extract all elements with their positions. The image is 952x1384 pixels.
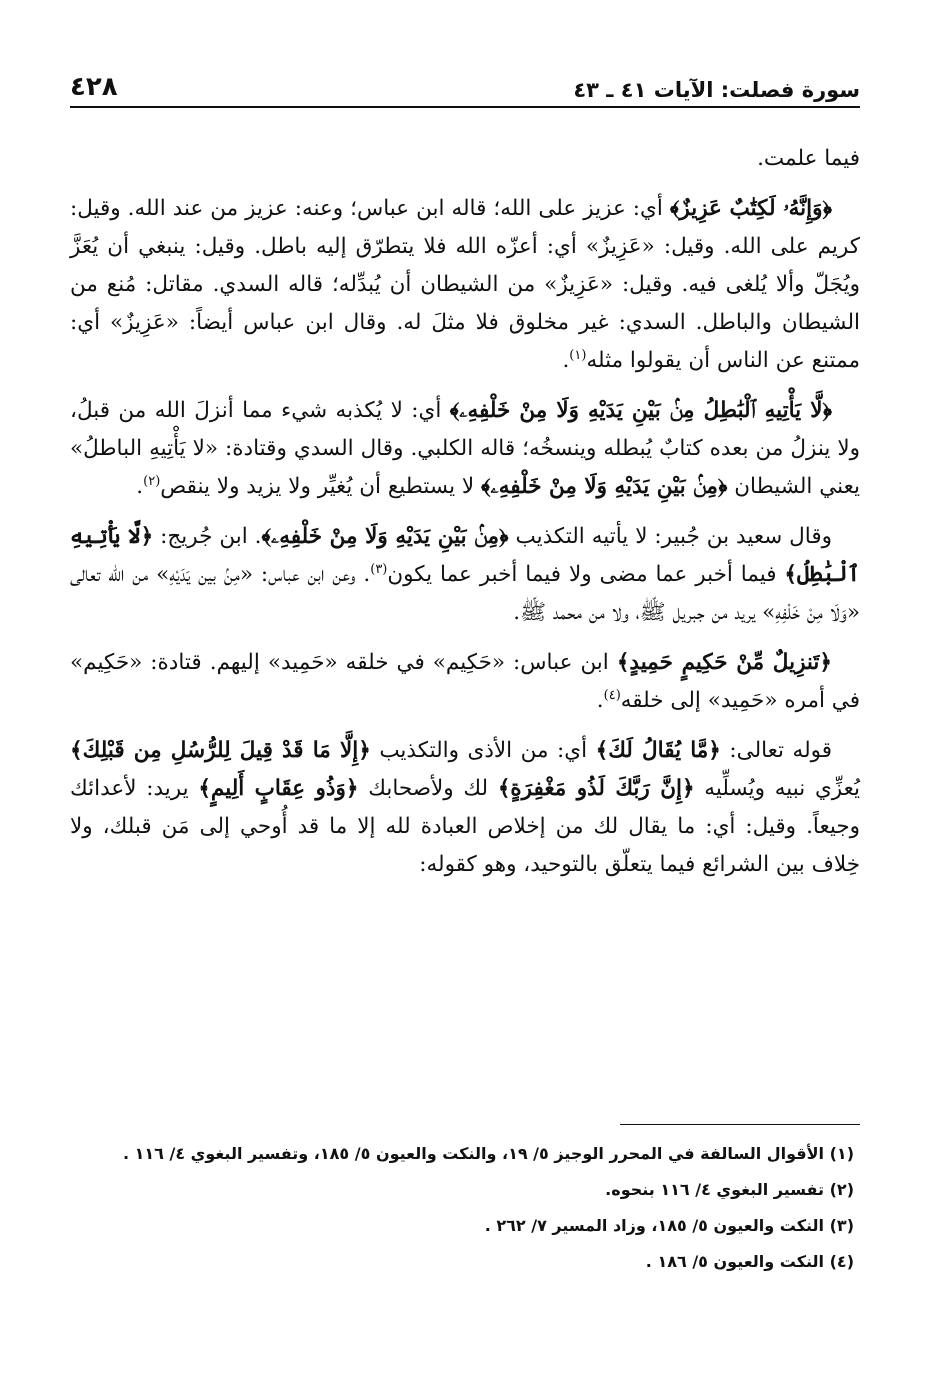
paragraph bbox=[70, 732, 860, 884]
footnote-divider bbox=[620, 1124, 860, 1125]
paragraph bbox=[70, 140, 860, 178]
paragraph bbox=[70, 392, 860, 506]
text: فيما أخبر عما مضى ولا فيما أخبر عما يكون bbox=[387, 562, 785, 587]
paragraph bbox=[70, 190, 860, 380]
page-number: ٤٢٨ bbox=[70, 72, 118, 102]
footnote-ref: (٢) bbox=[143, 473, 161, 489]
quran-quote: ﴿لَّا يَأْتِيهِ ٱلْبَٰطِلُ﴾ bbox=[70, 524, 861, 587]
text: . وعن ابن عباس: «مِنۢ بين يَدَيْهِ» من الله تعالى «وَلَا مِنْ خَلْفِهِ» يريد من جبريل ﷺ، ولا من محمد ﷺ. bbox=[70, 562, 860, 625]
text: يُعزِّي نبيه ويُسلِّيه bbox=[694, 776, 861, 801]
page-header bbox=[70, 62, 860, 108]
text: يريد: لأعدائك وجيعاً. وقيل: أي: ما يقال لك من إخلاص العبادة لله إلا ما قد أُوحي إلى مَن قبلك، ولا خِلاف بين الشرائع فيما يتعلّق بالتوحيد، وهو كقوله: bbox=[70, 776, 860, 877]
text: لك ولأصحابك bbox=[358, 776, 498, 801]
main-text bbox=[70, 140, 860, 896]
footnote: (٣) النكت والعيون ٥/ ١٨٥، وزاد المسير ٧/ ٢٦٢ . bbox=[484, 1216, 854, 1235]
quran-quote: ﴿لَّا يَأْتِيهِ ٱلْبَٰطِلُ مِنۢ بَيْنِ يَدَيْهِ وَلَا مِنْ خَلْفِهِۦ﴾ bbox=[449, 398, 832, 423]
quran-quote: ﴿مِنۢ بَيْنِ يَدَيْهِ وَلَا مِنْ خَلْفِهِۦ﴾ bbox=[261, 524, 509, 549]
footnote: (٤) النكت والعيون ٥/ ١٨٦ . bbox=[645, 1252, 854, 1271]
text: ابن عباس: «حَكِيم» في خلقه «حَمِيد» إليهم. قتادة: «حَكِيم» في أمره «حَمِيد» إلى خلقه bbox=[70, 650, 860, 713]
text: أي: من الأذى والتكذيب bbox=[370, 738, 596, 763]
footnote: (٢) تفسير البغوي ٤/ ١١٦ بنحوه. bbox=[605, 1180, 854, 1199]
text: . bbox=[136, 474, 144, 499]
text: . bbox=[596, 688, 604, 713]
footnote-ref: (١) bbox=[569, 347, 587, 363]
paragraph bbox=[70, 644, 860, 720]
text: فيما علمت. bbox=[757, 146, 860, 171]
text: قوله تعالى: bbox=[720, 738, 832, 763]
text: أي: لا يُكذبه شيء مما أنزلَ الله من قبلُ، ولا ينزلُ من بعده كتابٌ يُبطله وينسخُه؛ قاله الكلبي. وقال السدي وقتادة: «لا يَأْتِيهِ الباطلُ» يعني الشيطان bbox=[70, 398, 860, 499]
quran-quote: ﴿وَإِنَّهُۥ لَكِتَٰبٌ عَزِيزٌ﴾ bbox=[669, 196, 832, 221]
text: لا يستطيع أن يُغيِّر ولا يزيد ولا ينقص bbox=[160, 474, 481, 499]
running-title: سورة فصلت: الآيات ٤١ ـ ٤٣ bbox=[573, 78, 860, 102]
text: وقال سعيد بن جُبير: لا يأتيه التكذيب bbox=[508, 524, 832, 549]
text: أي: عزيز على الله؛ قاله ابن عباس؛ وعنه: عزيز من عند الله. وقيل: كريم على الله. وقيل: «عَزِيزٌ» أي: أعزّه الله فلا يتطرّق إليه باطل. وقيل: ينبغي أن يُعَزَّ ويُجَلّ وألا يُلغى فيه. وقيل: «عَزِيزٌ» من الشيطان أن يُبدِّله؛ قاله السدي. مقاتل: مُنع من الشيطان والباطل. السدي: غير مخلوق فلا مثلَ له. وقال ابن عباس أيضاً: «عَزِيزٌ» أي: ممتنع عن الناس أن يقولوا مثله bbox=[70, 196, 860, 373]
quran-quote: ﴿إِلَّا مَا قَدْ قِيلَ لِلرُّسُلِ مِن قَبْلِكَ﴾ bbox=[70, 738, 371, 763]
text: . bbox=[562, 348, 570, 373]
quran-quote: ﴿وَذُو عِقَابٍ أَلِيمٍ﴾ bbox=[198, 776, 359, 801]
footnotes bbox=[70, 1140, 854, 1284]
paragraph bbox=[70, 518, 860, 632]
footnote-ref: (٤) bbox=[603, 687, 621, 703]
footnote: (١) الأقوال السالفة في المحرر الوجيز ٥/ ١٩، والنكت والعيون ٥/ ١٨٥، وتفسير البغوي ٤/ ١١٦ . bbox=[122, 1144, 854, 1163]
quran-quote: ﴿إِنَّ رَبَّكَ لَذُو مَغْفِرَةٍ﴾ bbox=[497, 776, 695, 801]
text: . ابن جُريج: bbox=[153, 524, 262, 549]
quran-quote: ﴿مِنۢ بَيْنِ يَدَيْهِ وَلَا مِنْ خَلْفِهِۦ﴾ bbox=[481, 474, 728, 499]
quran-quote: ﴿تَنزِيلٌ مِّنْ حَكِيمٍ حَمِيدٍ﴾ bbox=[616, 650, 833, 675]
quran-quote: ﴿مَّا يُقَالُ لَكَ﴾ bbox=[595, 738, 721, 763]
footnote-ref: (٣) bbox=[370, 561, 388, 577]
